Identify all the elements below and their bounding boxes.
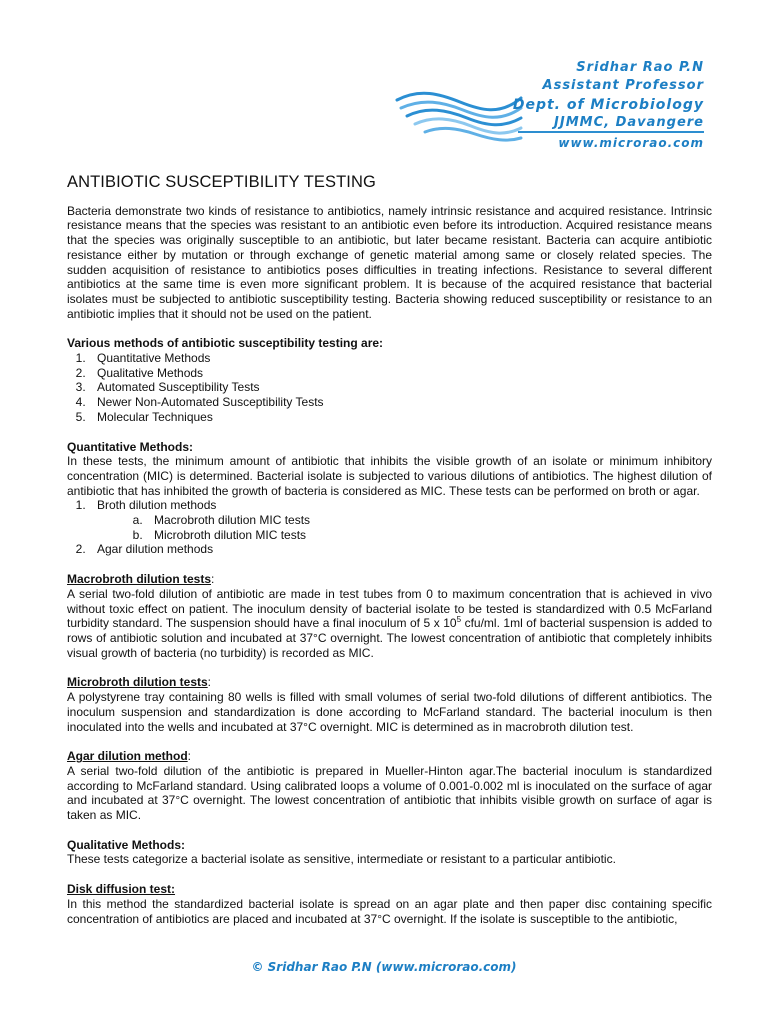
document-body: [67, 175, 712, 926]
list-item-label: Broth dilution methods: [97, 498, 217, 513]
heading-colon: :: [187, 749, 191, 764]
author-institution: JJMMC, Davangere: [554, 115, 704, 130]
list-item: 2. Agar dilution methods: [89, 542, 712, 557]
text-segment: A serial two-fold dilution of antibiotic are made in test tubes from 0 to maximum concentration that is achieved in vivo without toxic effect on patient. The inoculum density of bacterial isolate to be tested is standardized with 0.5 McFarland turbidity standard. The suspension should have a final inoculum of 5 x 10: [67, 586, 712, 631]
header-divider: [518, 131, 704, 133]
microbroth-heading: Microbroth dilution tests: [67, 675, 208, 690]
microbroth-heading-line: [67, 675, 712, 690]
author-website-link[interactable]: www.microrao.com: [558, 136, 704, 150]
qualitative-paragraph: These tests categorize a bacterial isolate as sensitive, intermediate or resistant to a particular antibiotic.: [67, 852, 616, 867]
author-role: Assistant Professor: [542, 78, 704, 93]
microbroth-paragraph: A polystyrene tray containing 80 wells is filled with small volumes of serial two-fold dilutions of different antibiotics. The inoculum suspension and standardization is done according to McFarland standard. The bacterial inoculum is then inoculated into the wells and incubated at 37°C overnight. MIC is determined as in macrobroth dilution test.: [67, 690, 712, 734]
sub-list: [97, 513, 712, 542]
agar-heading-line: [67, 749, 712, 764]
methods-heading: Various methods of antibiotic susceptibility testing are:: [67, 336, 384, 351]
text-segment: cfu/ml. 1ml of bacterial suspension is added to rows of antibiotic solution and incubated at 37°C overnight. The lowest concentration of antibiotic that completely inhibits visual growth of bacteria (no turbidity) is recorded as MIC.: [67, 616, 712, 660]
author-name: Sridhar Rao P.N: [576, 60, 704, 75]
disk-paragraph: In this method the standardized bacterial isolate is spread on an agar plate and then paper disc containing specific concentration of antibiotics are placed and incubated at 37°C overnight. If the isolate is susceptible to the antibiotic,: [67, 896, 712, 926]
disk-heading: Disk diffusion test:: [67, 882, 176, 897]
sub-list-item: a. Macrobroth dilution MIC tests: [146, 513, 712, 528]
author-department: Dept. of Microbiology: [512, 97, 704, 113]
quantitative-paragraph: In these tests, the minimum amount of antibiotic that inhibits the visible growth of an isolate or minimum inhibitory concentration (MIC) is determined. Bacterial isolate is subjected to various dilutions of antibiotics. The highest dilution of antibiotic that has inhibited the growth of bacteria is considered as MIC. These tests can be performed on broth or agar.: [67, 454, 712, 498]
list-item: 3. Automated Susceptibility Tests: [89, 380, 712, 395]
sub-list-item: b. Microbroth dilution MIC tests: [146, 528, 712, 543]
list-item: [89, 498, 712, 542]
list-item: 5. Molecular Techniques: [89, 410, 712, 425]
list-item: 4. Newer Non-Automated Susceptibility Tests: [89, 395, 712, 410]
list-item: 1. Quantitative Methods: [89, 351, 712, 366]
quantitative-list: [67, 498, 712, 557]
exponent: 5: [456, 615, 462, 625]
page-header: [0, 0, 768, 160]
agar-heading: Agar dilution method: [67, 749, 188, 764]
wave-logo-icon: [395, 58, 525, 148]
document-title: ANTIBIOTIC SUSCEPTIBILITY TESTING: [67, 173, 376, 191]
qualitative-heading: Qualitative Methods:: [67, 837, 186, 852]
quantitative-heading: Quantitative Methods:: [67, 439, 194, 454]
heading-colon: :: [207, 675, 212, 690]
intro-paragraph: Bacteria demonstrate two kinds of resistance to antibiotics, namely intrinsic resistance and acquired resistance. Intrinsic resistance means that the species was resistant to an antibiotic even before its introduction. Acquired resistance means that the species was originally susceptible to an antibiotic, but later became resistant. Bacteria can acquire antibiotic resistance either by mutation or through exchange of genetic material among same or closely related species. The sudden acquisition of resistance to antibiotics poses difficulties in treating infections. Resistance to several different antibiotics at the same time is even more significant problem. It is because of the acquired resistance that bacterial isolates must be subjected to antibiotic susceptibility testing. Bacteria showing reduced susceptibility or resistance to an antibiotic implies that it should not be used on the patient.: [67, 203, 712, 321]
disk-heading-line: [67, 882, 712, 897]
macrobroth-paragraph: [67, 587, 712, 661]
macrobroth-heading: Macrobroth dilution tests: [67, 572, 211, 587]
agar-paragraph: A serial two-fold dilution of the antibiotic is prepared in Mueller-Hinton agar.The bacterial inoculum is standardized according to McFarland standard. Using calibrated loops a volume of 0.001-0.002 ml is inoculated on the surface of agar and incubated at 37°C overnight. The lowest concentration of antibiotic that inhibits visible growth on surface of agar is taken as MIC.: [67, 763, 712, 823]
heading-colon: :: [211, 572, 215, 587]
macrobroth-heading-line: [67, 572, 712, 587]
methods-list: [67, 351, 712, 425]
page-footer: © Sridhar Rao P.N (www.microrao.com): [251, 960, 517, 974]
list-item: 2. Qualitative Methods: [89, 366, 712, 381]
